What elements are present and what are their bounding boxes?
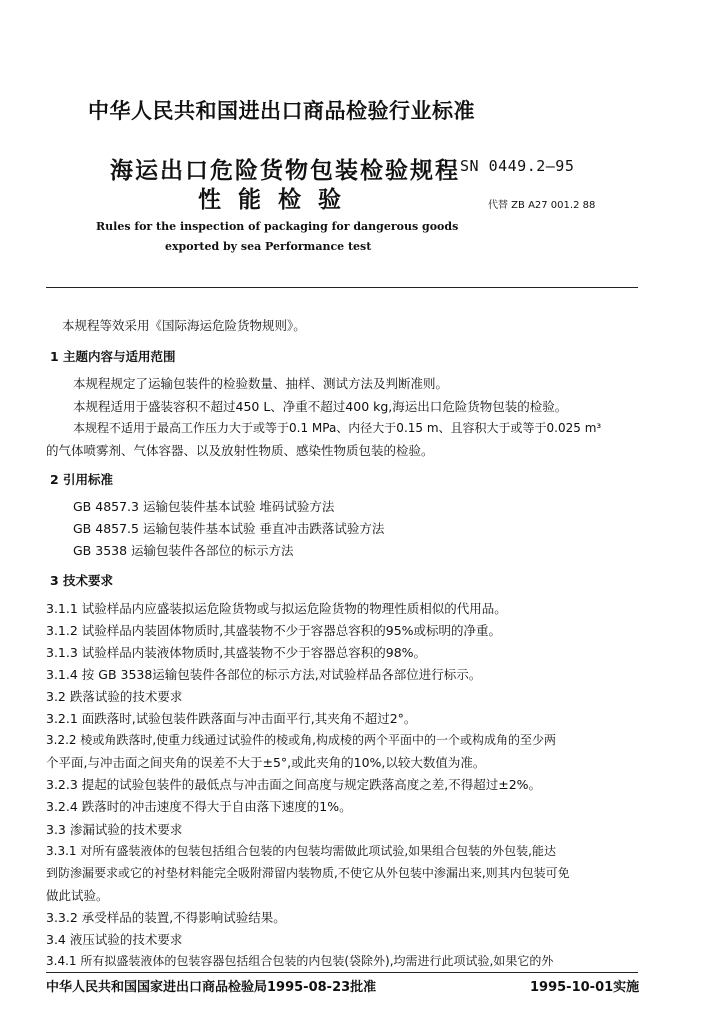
clause-3-3-1: 3.3.1 对所有盛装液体的包装包括组合包装的内包装均需做此项试验,如果组合包装的外包装,能达 xyxy=(46,844,556,858)
clause-3-3-2: 3.3.2 承受样品的装置,不得影响试验结果。 xyxy=(46,910,286,925)
clause-3-1-4: 3.1.4 按 GB 3538运输包装件各部位的标示方法,对试验样品各部位进行标示。 xyxy=(46,667,482,682)
clause-3-1-1: 3.1.1 试验样品内应盛装拟运危险货物或与拟运危险货物的物理性质相似的代用品。 xyxy=(46,601,507,616)
footer-divider xyxy=(46,972,638,973)
english-title-line-1: Rules for the inspection of packaging for dangerous goods xyxy=(96,220,459,233)
section-1-para-3-cont: 的气体喷雾剂、气体容器、以及放射性物质、感染性物质包装的检验。 xyxy=(46,443,434,458)
clause-3-2-2-cont: 个平面,与冲击面之间夹角的误差不大于±5°,或此夹角的10%,以较大数值为准。 xyxy=(46,755,486,770)
clause-3-1-2: 3.1.2 试验样品内装固体物质时,其盛装物不少于容器总容积的95%或标明的净重。 xyxy=(46,623,502,638)
clause-3-2: 3.2 跌落试验的技术要求 xyxy=(46,689,183,704)
clause-3-4: 3.4 液压试验的技术要求 xyxy=(46,932,183,947)
section-1-para-2: 本规程适用于盛装容积不超过450 L、净重不超过400 kg,海运出口危险货物包装的检验。 xyxy=(73,399,568,414)
clause-3-2-4: 3.2.4 跌落时的冲击速度不得大于自由落下速度的1%。 xyxy=(46,799,352,814)
approval-note: 中华人民共和国国家进出口商品检验局1995-08-23批准 xyxy=(46,980,377,995)
section-1-para-1: 本规程规定了运输包装件的检验数量、抽样、测试方法及判断准则。 xyxy=(73,376,449,391)
header-divider xyxy=(46,287,638,288)
clause-3-2-1: 3.2.1 面跌落时,试验包装件跌落面与冲击面平行,其夹角不超过2°。 xyxy=(46,711,417,726)
section-3-heading: 3 技术要求 xyxy=(50,573,114,588)
title-line-2: 性能检验 xyxy=(198,187,358,213)
clause-3-1-3: 3.1.3 试验样品内装液体物质时,其盛装物不少于容器总容积的98%。 xyxy=(46,645,427,660)
title-line-1: 海运出口危险货物包装检验规程 xyxy=(110,158,460,184)
issuer-header: 中华人民共和国进出口商品检验行业标准 xyxy=(88,99,475,123)
effective-date: 1995-10-01实施 xyxy=(530,980,640,995)
section-1-heading: 1 主题内容与适用范围 xyxy=(50,349,176,364)
clause-3-3: 3.3 渗漏试验的技术要求 xyxy=(46,822,183,837)
reference-item: GB 4857.3 运输包装件基本试验 堆码试验方法 xyxy=(73,499,335,514)
intro-text: 本规程等效采用《国际海运危险货物规则》。 xyxy=(62,318,306,333)
english-title-line-2: exported by sea Performance test xyxy=(165,240,372,253)
section-2-heading: 2 引用标准 xyxy=(50,472,114,487)
reference-item: GB 4857.5 运输包装件基本试验 垂直冲击跌落试验方法 xyxy=(73,521,385,536)
clause-3-2-2: 3.2.2 棱或角跌落时,使重力线通过试验件的棱或角,构成棱的两个平面中的一个或构成角的至少两 xyxy=(46,733,556,747)
clause-3-4-1: 3.4.1 所有拟盛装液体的包装容器包括组合包装的内包装(袋除外),均需进行此项试验,如果它的外 xyxy=(46,954,554,968)
replaces-note: 代替 ZB A27 001.2 88 xyxy=(488,200,596,211)
clause-3-3-1-cont: 做此试验。 xyxy=(46,888,109,903)
reference-item: GB 3538 运输包装件各部位的标示方法 xyxy=(73,543,294,558)
standard-code: SN 0449.2—95 xyxy=(460,157,575,175)
section-1-para-3: 本规程不适用于最高工作压力大于或等于0.1 MPa、内径大于0.15 m、且容积大于或等于0.025 m³ xyxy=(73,421,602,435)
clause-3-2-3: 3.2.3 提起的试验包装件的最低点与冲击面之间高度与规定跌落高度之差,不得超过±2%。 xyxy=(46,777,542,792)
clause-3-3-1-cont: 到防渗漏要求或它的衬垫材料能完全吸附滞留内装物质,不使它从外包装中渗漏出来,则其内包装可免 xyxy=(46,866,570,880)
